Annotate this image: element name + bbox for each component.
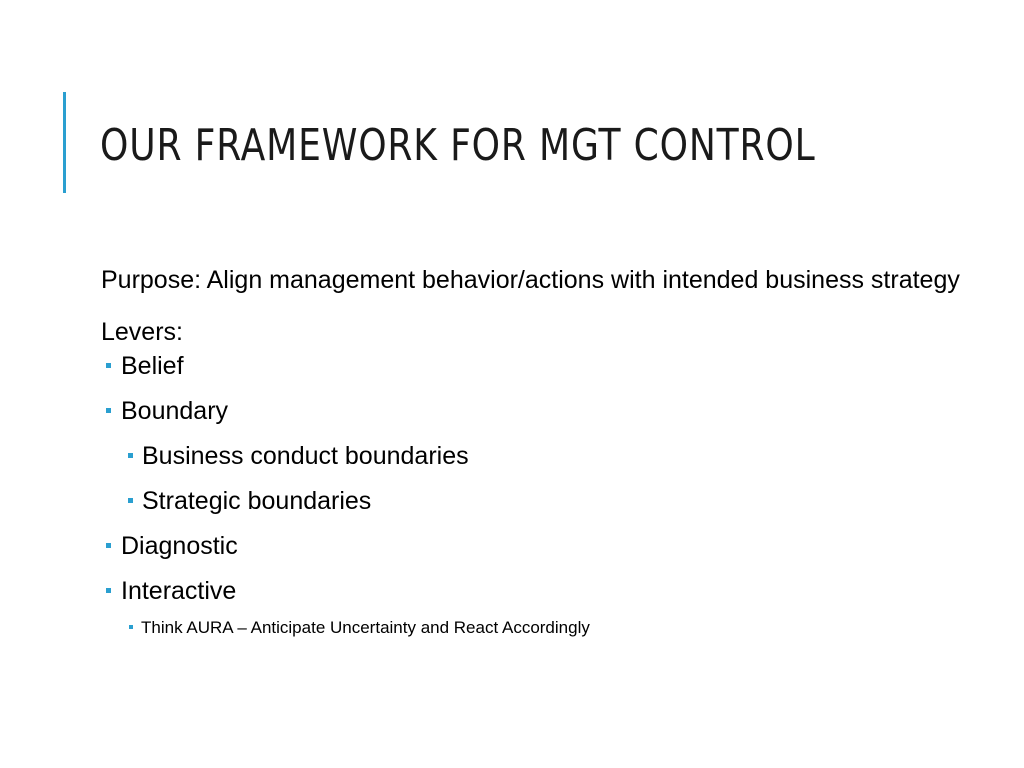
square-bullet-icon	[128, 498, 133, 503]
bullet-text: Strategic boundaries	[142, 487, 372, 515]
bullet-item-interactive	[101, 575, 981, 607]
bullet-item-think-aura	[101, 616, 981, 640]
bullet-item-belief	[101, 350, 981, 382]
levers-heading: Levers:	[101, 318, 183, 346]
bullet-item-business-conduct-boundaries	[101, 440, 981, 472]
bullet-text: Boundary	[121, 397, 229, 425]
bullet-text: Interactive	[121, 577, 237, 605]
bullet-text: Business conduct boundaries	[142, 442, 469, 470]
bullet-item-diagnostic	[101, 530, 981, 562]
square-bullet-icon	[129, 625, 133, 629]
square-bullet-icon	[106, 543, 111, 548]
bullet-text: Belief	[121, 352, 184, 380]
bullet-text: Diagnostic	[121, 532, 238, 560]
square-bullet-icon	[106, 408, 111, 413]
square-bullet-icon	[106, 363, 111, 368]
slide-title: OUR FRAMEWORK FOR MGT CONTROL	[100, 120, 816, 171]
square-bullet-icon	[128, 453, 133, 458]
title-accent-bar	[63, 92, 66, 193]
purpose-text: Purpose: Align management behavior/actions with intended business strategy	[101, 266, 960, 294]
bullet-item-boundary	[101, 395, 981, 427]
slide-body	[101, 262, 981, 653]
square-bullet-icon	[106, 588, 111, 593]
bullet-item-strategic-boundaries	[101, 485, 981, 517]
bullet-text: Think AURA – Anticipate Uncertainty and React Accordingly	[141, 618, 590, 637]
